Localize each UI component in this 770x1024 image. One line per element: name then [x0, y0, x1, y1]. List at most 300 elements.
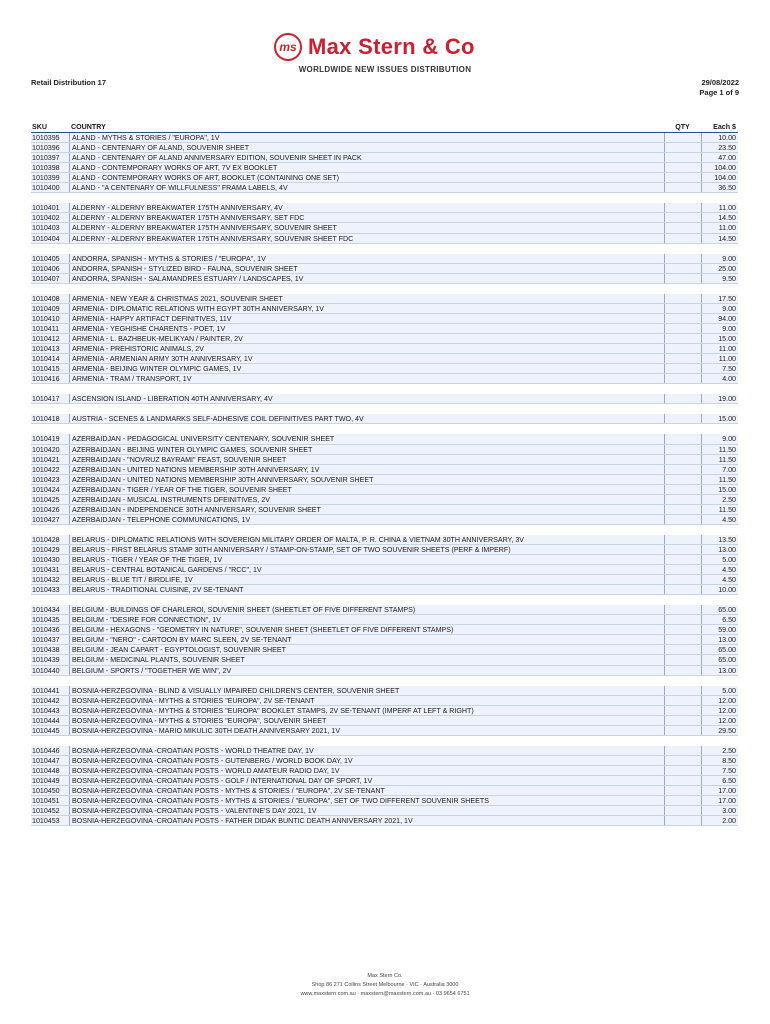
qty-cell[interactable]	[664, 223, 701, 232]
table-row	[31, 505, 738, 515]
brand-logo	[274, 33, 475, 61]
qty-cell[interactable]	[664, 304, 701, 313]
sku-cell: 1010453	[32, 817, 60, 826]
description-cell: BOSNIA-HERZEGOVINA -CROATIAN POSTS - FATHER DIDAK BUNTIC DEATH ANNIVERSARY 2021, 1V	[69, 816, 664, 825]
qty-cell[interactable]	[664, 756, 701, 765]
qty-cell[interactable]	[664, 133, 701, 142]
sku-cell: 1010445	[32, 726, 60, 735]
description-cell: BOSNIA-HERZEGOVINA -CROATIAN POSTS - MYTHS & STORIES / "EUROPA", 2V SE-TENANT	[69, 786, 664, 795]
description-cell: ARMENIA - HAPPY ARTIFACT DEFINITIVES, 11V	[69, 314, 664, 323]
description-cell: ALAND - "A CENTENARY OF WILLFULNESS" FRAMA LABELS, 4V	[69, 183, 664, 192]
price-cell: 13.00	[701, 635, 738, 644]
table-row	[31, 354, 738, 364]
description-cell: BELARUS - TRADITIONAL CUISINE, 2V SE-TENANT	[69, 585, 664, 594]
price-cell: 36.50	[701, 183, 738, 192]
qty-cell[interactable]	[664, 143, 701, 152]
sku-cell: 1010452	[32, 807, 60, 816]
table-row	[31, 223, 738, 233]
description-cell: BOSNIA-HERZEGOVINA -CROATIAN POSTS - WORLD THEATRE DAY, 1V	[69, 746, 664, 755]
description-cell: ARMENIA - TRAM / TRANSPORT, 1V	[69, 374, 664, 383]
sku-cell: 1010448	[32, 767, 60, 775]
price-cell: 12.00	[701, 706, 738, 715]
description-cell: ALDERNY - ALDERNY BREAKWATER 175TH ANNIVERSARY, SOUVENIR SHEET	[69, 223, 664, 232]
price-cell: 7.00	[701, 465, 738, 474]
price-cell: 10.00	[701, 585, 738, 594]
qty-cell[interactable]	[664, 666, 701, 675]
table-row	[31, 344, 738, 354]
price-cell: 13.50	[701, 535, 738, 544]
table-row	[31, 666, 738, 676]
table-row	[31, 264, 738, 274]
table-row	[31, 314, 738, 324]
table-row	[31, 143, 738, 153]
sku-cell: 1010434	[32, 606, 60, 615]
each-header: Each $	[713, 123, 736, 131]
sku-cell: 1010397	[32, 154, 60, 163]
table-row	[31, 535, 738, 545]
description-cell: BOSNIA-HERZEGOVINA -CROATIAN POSTS - MYTHS & STORIES / "EUROPA", SET OF TWO DIFFERENT SOUVENIR SHEETS	[69, 796, 664, 805]
qty-cell[interactable]	[664, 766, 701, 775]
table-spacer	[31, 525, 738, 535]
description-cell: ARMENIA - YEGHISHE CHARENTS - POET, 1V	[69, 324, 664, 333]
table-row	[31, 605, 738, 615]
sku-cell: 1010400	[32, 184, 60, 193]
description-cell: AZERBAIDJAN - TIGER / YEAR OF THE TIGER, SOUVENIR SHEET	[69, 485, 664, 494]
qty-cell[interactable]	[664, 153, 701, 162]
price-cell: 59.00	[701, 625, 738, 634]
description-cell: ALAND - CONTEMPORARY WORKS OF ART, 7V EX BOOKLET	[69, 163, 664, 172]
price-cell: 5.00	[701, 686, 738, 695]
price-cell: 11.50	[701, 455, 738, 464]
qty-cell[interactable]	[664, 324, 701, 333]
table-row	[31, 495, 738, 505]
description-cell: BOSNIA-HERZEGOVINA -CROATIAN POSTS - GUTENBERG / WORLD BOOK DAY, 1V	[69, 756, 664, 765]
qty-cell[interactable]	[664, 645, 701, 654]
description-cell: ASCENSION ISLAND - LIBERATION 40TH ANNIVERSARY, 4V	[69, 394, 664, 403]
table-row	[31, 334, 738, 344]
qty-cell[interactable]	[664, 696, 701, 705]
sku-cell: 1010406	[32, 264, 60, 273]
table-row	[31, 645, 738, 655]
price-cell: 7.50	[701, 364, 738, 373]
sku-cell: 1010437	[32, 636, 60, 645]
description-cell: BELARUS - FIRST BELARUS STAMP 30TH ANNIVERSARY / STAMP-ON-STAMP, SET OF TWO SOUVENIR SHEETS (PERF & IMPERF)	[69, 545, 664, 554]
price-cell: 11.00	[701, 223, 738, 232]
sku-cell: 1010436	[32, 626, 60, 635]
table-row	[31, 615, 738, 625]
qty-cell[interactable]	[664, 575, 701, 584]
description-cell: BOSNIA-HERZEGOVINA - MARIO MIKULIC 30TH DEATH ANNIVERSARY 2021, 1V	[69, 726, 664, 735]
price-cell: 8.50	[701, 756, 738, 765]
sku-cell: 1010418	[32, 415, 60, 424]
sku-cell: 1010412	[32, 334, 60, 343]
description-cell: ARMENIA - ARMENIAN ARMY 30TH ANNIVERSARY, 1V	[69, 354, 664, 363]
table-row	[31, 475, 738, 485]
table-row	[31, 726, 738, 736]
sku-cell: 1010422	[32, 465, 60, 474]
description-cell: AZERBAIDJAN - TELEPHONE COMMUNICATIONS, 1V	[69, 515, 664, 524]
price-cell: 2.50	[701, 746, 738, 755]
table-row	[31, 485, 738, 495]
price-cell: 15.00	[701, 334, 738, 343]
table-row	[31, 133, 738, 143]
price-cell: 15.00	[701, 414, 738, 423]
price-cell: 17.50	[701, 294, 738, 303]
footer-contact: www.maxstern.com.au · maxstern@maxstern.com.au · 03 9654 6751	[300, 991, 470, 997]
table-row	[31, 756, 738, 766]
sku-cell: 1010438	[32, 646, 60, 655]
description-cell: BELGIUM - SPORTS / "TOGETHER WE WIN", 2V	[69, 666, 664, 675]
description-cell: ALAND - CENTENARY OF ALAND, SOUVENIR SHEET	[69, 143, 664, 152]
price-cell: 65.00	[701, 645, 738, 654]
table-row	[31, 163, 738, 173]
table-spacer	[31, 676, 738, 686]
description-cell: BELARUS - BLUE TIT / BIRDLIFE, 1V	[69, 575, 664, 584]
sku-cell: 1010446	[32, 746, 60, 755]
table-row	[31, 796, 738, 806]
price-cell: 19.00	[701, 394, 738, 403]
price-cell: 65.00	[701, 655, 738, 664]
table-row	[31, 686, 738, 696]
qty-cell[interactable]	[664, 816, 701, 825]
description-cell: BOSNIA-HERZEGOVINA -CROATIAN POSTS - WORLD AMATEUR RADIO DAY, 1V	[69, 766, 664, 775]
qty-cell[interactable]	[664, 615, 701, 624]
description-cell: ARMENIA - L. BAZHBEUK-MELIKYAN / PAINTER, 2V	[69, 334, 664, 343]
sku-cell: 1010425	[32, 495, 60, 504]
description-cell: AZERBAIDJAN - "NOVRUZ BAYRAMI" FEAST, SOUVENIR SHEET	[69, 455, 664, 464]
sku-cell: 1010443	[32, 706, 60, 715]
description-cell: ANDORRA, SPANISH - MYTHS & STORIES / "EUROPA", 1V	[69, 254, 664, 263]
table-spacer	[31, 384, 738, 394]
table-spacer	[31, 244, 738, 254]
price-table	[31, 122, 738, 826]
price-cell: 6.50	[701, 615, 738, 624]
qty-cell[interactable]	[664, 264, 701, 273]
table-row	[31, 183, 738, 193]
sku-cell: 1010396	[32, 144, 60, 153]
table-row	[31, 434, 738, 444]
qty-cell[interactable]	[664, 505, 701, 514]
qty-cell[interactable]	[664, 605, 701, 614]
footer-address: Shop 86 271 Collins Street Melbourne · VIC · Australia 3000	[311, 982, 459, 988]
qty-cell[interactable]	[664, 726, 701, 735]
sku-cell: 1010444	[32, 716, 60, 725]
price-cell: 65.00	[701, 605, 738, 614]
table-row	[31, 254, 738, 264]
table-spacer	[31, 595, 738, 605]
sku-cell: 1010399	[32, 174, 60, 183]
table-row	[31, 364, 738, 374]
price-cell: 25.00	[701, 264, 738, 273]
qty-cell[interactable]	[664, 746, 701, 755]
description-cell: AZERBAIDJAN - UNITED NATIONS MEMBERSHIP 30TH ANNIVERSARY, 1V	[69, 465, 664, 474]
qty-cell[interactable]	[664, 314, 701, 323]
table-row	[31, 445, 738, 455]
price-cell: 7.50	[701, 766, 738, 775]
sku-cell: 1010430	[32, 556, 60, 565]
description-cell: AZERBAIDJAN - UNITED NATIONS MEMBERSHIP 30TH ANNIVERSARY, SOUVENIR SHEET	[69, 475, 664, 484]
sku-cell: 1010395	[32, 134, 60, 143]
qty-cell[interactable]	[664, 716, 701, 725]
sku-cell: 1010431	[32, 566, 60, 575]
qty-cell[interactable]	[664, 475, 701, 484]
price-cell: 11.50	[701, 475, 738, 484]
price-cell: 11.00	[701, 354, 738, 363]
price-cell: 13.00	[701, 545, 738, 554]
table-row	[31, 274, 738, 284]
price-cell: 23.50	[701, 143, 738, 152]
table-row	[31, 304, 738, 314]
qty-cell[interactable]	[664, 173, 701, 182]
table-row	[31, 234, 738, 244]
page-number: Page 1 of 9	[699, 88, 739, 97]
table-row	[31, 153, 738, 163]
description-cell: BOSNIA-HERZEGOVINA - MYTHS & STORIES "EUROPA", 2V SE-TENANT	[69, 696, 664, 705]
price-cell: 2.00	[701, 816, 738, 825]
description-cell: ALAND - MYTHS & STORIES / "EUROPA", 1V	[69, 133, 664, 142]
price-cell: 2.50	[701, 495, 738, 504]
table-row	[31, 545, 738, 555]
qty-cell[interactable]	[664, 565, 701, 574]
price-cell: 11.00	[701, 203, 738, 212]
description-cell: AUSTRIA - SCENES & LANDMARKS SELF-ADHESIVE COIL DEFINITIVES PART TWO, 4V	[69, 414, 664, 423]
sku-cell: 1010417	[32, 395, 60, 404]
price-cell: 10.00	[701, 133, 738, 142]
table-row	[31, 565, 738, 575]
table-body	[31, 133, 738, 826]
price-cell: 6.50	[701, 776, 738, 785]
table-row	[31, 294, 738, 304]
description-cell: BOSNIA-HERZEGOVINA -CROATIAN POSTS - VALENTINE'S DAY 2021, 1V	[69, 806, 664, 815]
qty-cell[interactable]	[664, 234, 701, 243]
price-cell: 11.50	[701, 505, 738, 514]
footer-company: Max Stern Co.	[367, 973, 403, 979]
description-cell: ALDERNY - ALDERNY BREAKWATER 175TH ANNIVERSARY, SET FDC	[69, 213, 664, 222]
price-cell: 14.50	[701, 213, 738, 222]
sku-cell: 1010451	[32, 797, 60, 806]
sku-cell: 1010413	[32, 345, 60, 354]
price-cell: 47.00	[701, 153, 738, 162]
qty-cell[interactable]	[664, 495, 701, 504]
table-row	[31, 585, 738, 595]
description-cell: ALAND - CONTEMPORARY WORKS OF ART, BOOKLET (CONTAINING ONE SET)	[69, 173, 664, 182]
table-spacer	[31, 284, 738, 294]
table-row	[31, 203, 738, 213]
sku-cell: 1010405	[32, 254, 60, 263]
sku-cell: 1010420	[32, 445, 60, 454]
price-cell: 104.00	[701, 173, 738, 182]
description-cell: ARMENIA - PREHISTORIC ANIMALS, 2V	[69, 344, 664, 353]
qty-cell[interactable]	[664, 203, 701, 212]
price-cell: 15.00	[701, 485, 738, 494]
table-spacer	[31, 736, 738, 746]
sku-cell: 1010429	[32, 545, 60, 554]
sku-cell: 1010409	[32, 304, 60, 313]
price-cell: 9.00	[701, 324, 738, 333]
description-cell: AZERBAIDJAN - PEDAGOGICAL UNIVERSITY CENTENARY, SOUVENIR SHEET	[69, 434, 664, 443]
sku-cell: 1010419	[32, 435, 60, 444]
sku-cell: 1010404	[32, 234, 60, 243]
qty-cell[interactable]	[664, 445, 701, 454]
sku-cell: 1010416	[32, 375, 60, 384]
price-cell: 4.50	[701, 515, 738, 524]
qty-cell[interactable]	[664, 163, 701, 172]
description-cell: BELGIUM - HEXAGONS - "GEOMETRY IN NATURE", SOUVENIR SHEET (SHEETLET OF FIVE DIFFERENT STAMPS)	[69, 625, 664, 634]
sku-cell: 1010449	[32, 777, 60, 786]
table-spacer	[31, 193, 738, 203]
qty-cell[interactable]	[664, 455, 701, 464]
description-cell: ANDORRA, SPANISH - STYLIZED BIRD - FAUNA, SOUVENIR SHEET	[69, 264, 664, 273]
table-spacer	[31, 424, 738, 434]
table-row	[31, 213, 738, 223]
table-row	[31, 655, 738, 665]
price-cell: 11.50	[701, 445, 738, 454]
sku-cell: 1010428	[32, 535, 60, 544]
description-cell: BELARUS - TIGER / YEAR OF THE TIGER, 1V	[69, 555, 664, 564]
table-row	[31, 716, 738, 726]
qty-cell[interactable]	[664, 635, 701, 644]
table-row	[31, 806, 738, 816]
qty-cell[interactable]	[664, 655, 701, 664]
price-cell: 94.00	[701, 314, 738, 323]
description-cell: ALAND - CENTENARY OF ALAND ANNIVERSARY EDITION, SOUVENIR SHEET IN PACK	[69, 153, 664, 162]
description-cell: BELARUS - DIPLOMATIC RELATIONS WITH SOVEREIGN MILITARY ORDER OF MALTA, P. R. CHINA & VIETNAM 30TH ANNIVERSARY, 3V	[69, 535, 664, 544]
table-row	[31, 374, 738, 384]
sku-cell: 1010447	[32, 756, 60, 765]
qty-cell[interactable]	[664, 374, 701, 383]
qty-cell[interactable]	[664, 364, 701, 373]
sku-cell: 1010415	[32, 365, 60, 374]
qty-cell[interactable]	[664, 515, 701, 524]
sku-cell: 1010407	[32, 274, 60, 283]
qty-cell[interactable]	[664, 183, 701, 192]
table-row	[31, 746, 738, 756]
sku-cell: 1010403	[32, 224, 60, 233]
price-cell: 13.00	[701, 666, 738, 675]
qty-cell[interactable]	[664, 465, 701, 474]
table-row	[31, 696, 738, 706]
price-cell: 14.50	[701, 234, 738, 243]
description-cell: ARMENIA - DIPLOMATIC RELATIONS WITH EGYPT 30TH ANNIVERSARY, 1V	[69, 304, 664, 313]
price-cell: 4.50	[701, 565, 738, 574]
description-cell: ANDORRA, SPANISH - SALAMANDRES ESTUARY / LANDSCAPES, 1V	[69, 274, 664, 283]
price-cell: 5.00	[701, 555, 738, 564]
price-cell: 9.00	[701, 254, 738, 263]
table-row	[31, 455, 738, 465]
description-cell: ARMENIA - BEIJING WINTER OLYMPIC GAMES, 1V	[69, 364, 664, 373]
table-row	[31, 766, 738, 776]
table-row	[31, 575, 738, 585]
table-row	[31, 776, 738, 786]
sku-cell: 1010435	[32, 616, 60, 625]
description-cell: ALDERNY - ALDERNY BREAKWATER 175TH ANNIVERSARY, 4V	[69, 203, 664, 212]
footer	[0, 972, 770, 999]
sku-cell: 1010427	[32, 515, 60, 524]
price-cell: 29.50	[701, 726, 738, 735]
description-cell: BELGIUM - "NERO" - CARTOON BY MARC SLEEN, 2V SE-TENANT	[69, 635, 664, 644]
qty-cell[interactable]	[664, 294, 701, 303]
qty-cell[interactable]	[664, 354, 701, 363]
qty-cell[interactable]	[664, 545, 701, 554]
table-row	[31, 465, 738, 475]
table-row	[31, 786, 738, 796]
price-cell: 9.50	[701, 274, 738, 283]
document-date: 29/08/2022	[701, 78, 739, 87]
table-header	[31, 122, 738, 133]
description-cell: BELGIUM - MEDICINAL PLANTS, SOUVENIR SHEET	[69, 655, 664, 664]
description-cell: BELGIUM - JEAN CAPART - EGYPTOLOGIST, SOUVENIR SHEET	[69, 645, 664, 654]
sku-cell: 1010398	[32, 164, 60, 173]
sku-cell: 1010411	[32, 324, 60, 333]
table-row	[31, 555, 738, 565]
qty-cell[interactable]	[664, 796, 701, 805]
qty-cell[interactable]	[664, 806, 701, 815]
sku-cell: 1010441	[32, 686, 60, 695]
sku-cell: 1010423	[32, 475, 60, 484]
qty-cell[interactable]	[664, 434, 701, 443]
qty-cell[interactable]	[664, 535, 701, 544]
description-cell: BOSNIA-HERZEGOVINA -CROATIAN POSTS - GOLF / INTERNATIONAL DAY OF SPORT, 1V	[69, 776, 664, 785]
price-cell: 17.00	[701, 786, 738, 795]
country-header: COUNTRY	[71, 123, 106, 131]
qty-cell[interactable]	[664, 394, 701, 403]
qty-cell[interactable]	[664, 776, 701, 785]
price-cell: 3.00	[701, 806, 738, 815]
sku-cell: 1010442	[32, 696, 60, 705]
price-cell: 104.00	[701, 163, 738, 172]
qty-cell[interactable]	[664, 274, 701, 283]
price-cell: 11.00	[701, 344, 738, 353]
qty-cell[interactable]	[664, 585, 701, 594]
qty-cell[interactable]	[664, 213, 701, 222]
table-row	[31, 706, 738, 716]
qty-cell[interactable]	[664, 555, 701, 564]
qty-cell[interactable]	[664, 485, 701, 494]
description-cell: BOSNIA-HERZEGOVINA - MYTHS & STORIES "EUROPA" BOOKLET STAMPS, 2V SE-TENANT (IMPERF AT LEFT & RIGHT)	[69, 706, 664, 715]
sku-cell: 1010432	[32, 576, 60, 585]
description-cell: ALDERNY - ALDERNY BREAKWATER 175TH ANNIVERSARY, SOUVENIR SHEET FDC	[69, 234, 664, 243]
qty-cell[interactable]	[664, 334, 701, 343]
table-row	[31, 816, 738, 826]
qty-cell[interactable]	[664, 414, 701, 423]
qty-cell[interactable]	[664, 254, 701, 263]
sku-cell: 1010410	[32, 314, 60, 323]
qty-cell[interactable]	[664, 344, 701, 353]
qty-cell[interactable]	[664, 686, 701, 695]
table-row	[31, 173, 738, 183]
sku-cell: 1010433	[32, 586, 60, 595]
table-row	[31, 635, 738, 645]
description-cell: BOSNIA-HERZEGOVINA - MYTHS & STORIES "EUROPA", SOUVENIR SHEET	[69, 716, 664, 725]
description-cell: ARMENIA - NEW YEAR & CHRISTMAS 2021, SOUVENIR SHEET	[69, 294, 664, 303]
description-cell: BELARUS - CENTRAL BOTANICAL GARDENS / "RCC", 1V	[69, 565, 664, 574]
price-cell: 17.00	[701, 796, 738, 805]
qty-cell[interactable]	[664, 786, 701, 795]
table-row	[31, 625, 738, 635]
price-cell: 9.00	[701, 304, 738, 313]
document-title: Retail Distribution 17	[31, 78, 107, 87]
sku-cell: 1010426	[32, 505, 60, 514]
sku-cell: 1010414	[32, 355, 60, 364]
price-cell: 4.50	[701, 575, 738, 584]
sku-cell: 1010440	[32, 666, 60, 675]
qty-cell[interactable]	[664, 625, 701, 634]
qty-cell[interactable]	[664, 706, 701, 715]
brand-subtitle: WORLDWIDE NEW ISSUES DISTRIBUTION	[298, 65, 472, 74]
description-cell: AZERBAIDJAN - INDEPENDENCE 30TH ANNIVERSARY, SOUVENIR SHEET	[69, 505, 664, 514]
table-row	[31, 414, 738, 424]
table-row	[31, 324, 738, 334]
